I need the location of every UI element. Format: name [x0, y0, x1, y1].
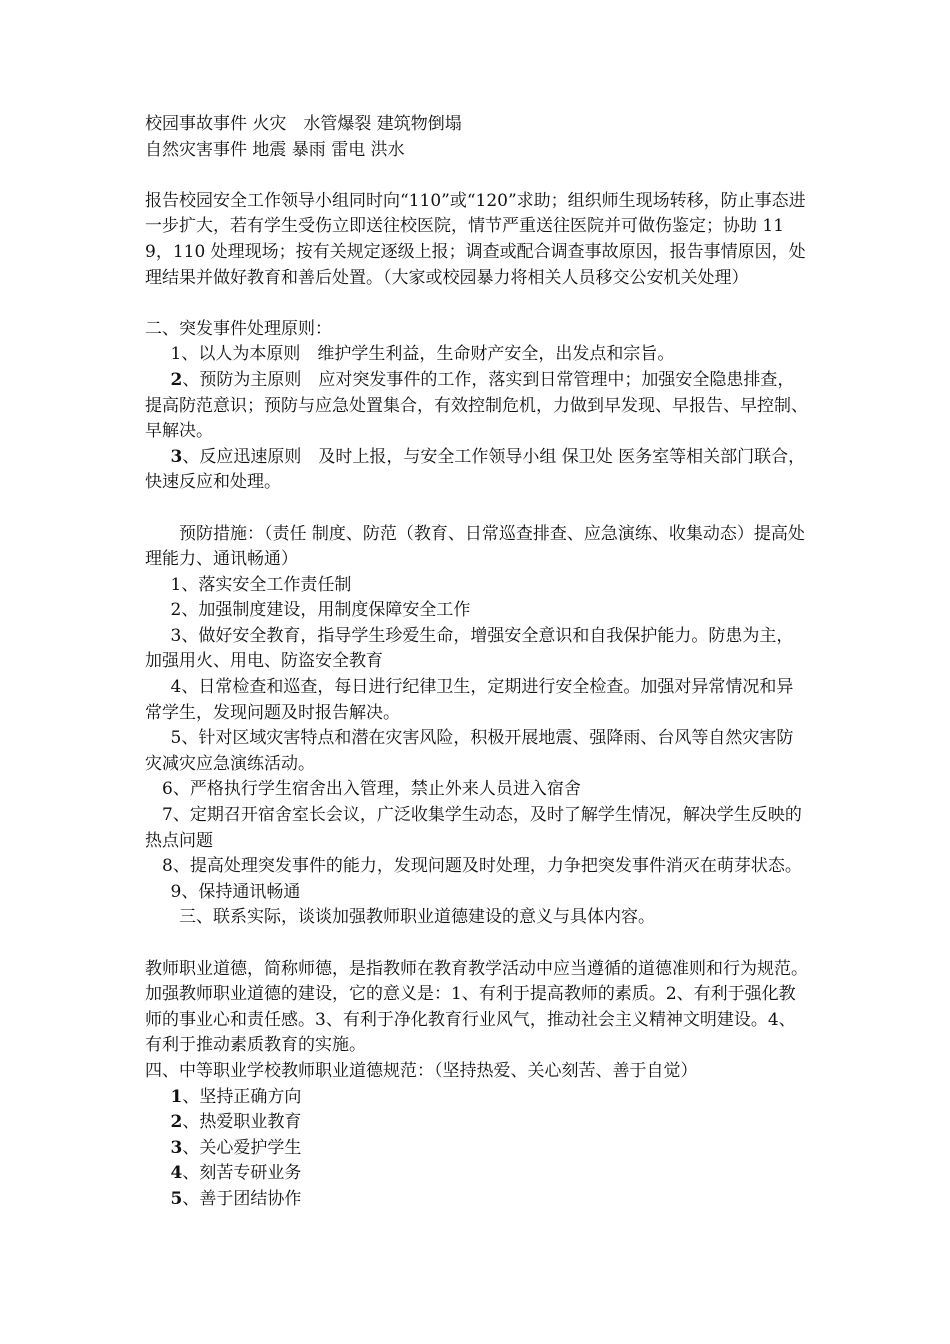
measure-item: 1、落实安全工作责任制 [170, 574, 352, 595]
principle-item [145, 342, 810, 368]
principle-number: 2 [170, 369, 183, 390]
measure-item: 8、提高处理突发事件的能力，发现问题及时处理，力争把突发事件消灭在萌芽状态。 [162, 856, 802, 877]
norm-text: 、善于团结协作 [182, 1188, 302, 1209]
measure-item: 2、加强制度建设，用制度保障安全工作 [170, 600, 471, 621]
spacer [145, 496, 810, 522]
norm-number: 2 [170, 1112, 183, 1133]
measures-intro: 预防措施：（责任 制度、防范（教育、日常巡查排查、应急演练、收集动态）提高处理能力、通讯畅通） [145, 523, 805, 570]
norm-item [145, 1161, 810, 1187]
measure-item: 3、做好安全教育，指导学生珍爱生命，增强安全意识和自我保护能力。防患为主，加强用火、用电、防盗安全教育 [145, 625, 794, 672]
norms-heading: 四、中等职业学校教师职业道德规范：（坚持热爱、关心刻苦、善于自觉） [145, 1060, 698, 1081]
norm-item [145, 1085, 810, 1111]
principles-heading: 二、突发事件处理原则： [145, 318, 332, 339]
spacer [145, 291, 810, 317]
natural-disaster-line: 自然灾害事件 地震 暴雨 雷电 洪水 [145, 139, 405, 160]
norm-text: 、坚持正确方向 [182, 1086, 302, 1107]
norm-number: 1 [170, 1086, 183, 1107]
measure-item: 4、日常检查和巡查，每日进行纪律卫生，定期进行安全检查。加强对异常情况和异常学生，发现问题及时报告解决。 [145, 677, 794, 723]
principle-text: 、反应迅速原则 及时上报，与安全工作领导小组 保卫处 医务室等相关部门联合，快速反应和处理。 [145, 446, 806, 493]
norm-number: 5 [170, 1188, 183, 1209]
norm-item [145, 1187, 810, 1213]
norm-item [145, 1110, 810, 1136]
principle-item [145, 368, 810, 445]
norm-number: 3 [170, 1137, 183, 1158]
norm-text: 、刻苦专研业务 [182, 1163, 302, 1184]
principle-item [145, 445, 810, 496]
norm-text: 、关心爱护学生 [182, 1137, 302, 1158]
ethics-heading: 三、联系实际，谈谈加强教师职业道德建设的意义与具体内容。 [179, 907, 655, 928]
principle-text: 、预防为主原则 应对突发事件的工作，落实到日常管理中；加强安全隐患排查，提高防范意识；预防与应急处置集合，有效控制危机，力做到早发现、早报告、早控制、早解决。 [145, 369, 808, 442]
norm-item [145, 1136, 810, 1162]
document-page [145, 112, 810, 1213]
ethics-paragraph: 教师职业道德，简称师德，是指教师在教育教学活动中应当遵循的道德准则和行为规范。加强教师职业道德的建设，它的意义是：1、有利于提高教师的素质。2、有利于强化教师的事业心和责任感。3、有利于净化教育行业风气，推动社会主义精神文明建设。4、有利于推动素质教育的实施。 [145, 958, 808, 1056]
campus-incident-line: 校园事故事件 火灾 水管爆裂 建筑物倒塌 [145, 114, 462, 134]
principle-text: 、以人为本原则 维护学生利益，生命财产安全，出发点和宗旨。 [181, 344, 675, 365]
report-paragraph: 报告校园安全工作领导小组同时向“110”或“120”求助；组织师生现场转移，防止事态进一步扩大，若有学生受伤立即送往校医院，情节严重送往医院并可做伤鉴定；协助 119，110 处理现场；按有关规定逐级上报；调查或配合调查事故原因，报告事情原因，处理结果并做好教育和善后处置。（大家或校园暴力将相关人员移交公安机关处理） [145, 190, 806, 288]
norm-text: 、热爱职业教育 [182, 1112, 302, 1133]
measure-item: 6、严格执行学生宿舍出入管理，禁止外来人员进入宿舍 [162, 779, 581, 800]
measure-item: 7、定期召开宿舍室长会议，广泛收集学生动态，及时了解学生情况，解决学生反映的热点问题 [145, 805, 802, 851]
spacer [145, 163, 810, 189]
norm-number: 4 [170, 1163, 183, 1184]
measure-item: 9、保持通讯畅通 [170, 881, 301, 902]
principle-number: 3 [170, 446, 183, 467]
measure-item: 5、针对区域灾害特点和潜在灾害风险，积极开展地震、强降雨、台风等自然灾害防灾减灾应急演练活动。 [145, 728, 794, 774]
principle-number: 1 [170, 344, 182, 365]
spacer [145, 931, 810, 957]
